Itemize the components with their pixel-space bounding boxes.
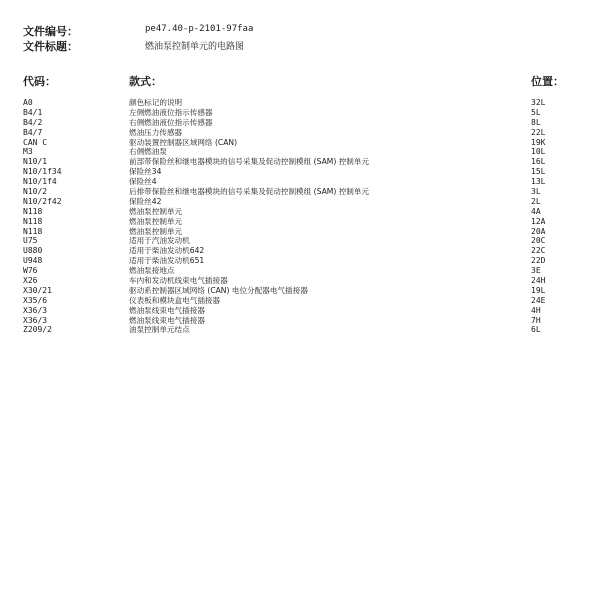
row-description: 燃油压力传感器 bbox=[129, 127, 183, 137]
doc-title-label: 文件标题： bbox=[23, 40, 78, 53]
row-position: 7H bbox=[531, 315, 541, 325]
row-code: M3 bbox=[23, 147, 33, 157]
row-description: 车内和发动机线束电气插接器 bbox=[129, 276, 228, 286]
row-code: B4/7 bbox=[23, 127, 43, 137]
row-description: 驱动装置控制器区域网络 (CAN) bbox=[129, 137, 238, 147]
row-position: 20A bbox=[531, 226, 546, 236]
row-description: 保险丝34 bbox=[129, 167, 162, 177]
table-row bbox=[0, 197, 601, 207]
legend-table bbox=[0, 98, 601, 335]
row-description: 适用于汽油发动机 bbox=[129, 236, 190, 246]
row-description: 后排带保险丝和继电器模块的信号采集及促动控制模组 (SAM) 控制单元 bbox=[129, 187, 370, 197]
table-row bbox=[0, 187, 601, 197]
row-position: 8L bbox=[531, 117, 541, 127]
row-description: 右侧燃油液位指示传感器 bbox=[129, 117, 213, 127]
row-code: B4/1 bbox=[23, 107, 43, 117]
table-row bbox=[0, 207, 601, 217]
row-position: 12A bbox=[531, 216, 546, 226]
row-position: 19K bbox=[531, 137, 546, 147]
row-position: 32L bbox=[531, 98, 546, 107]
row-position: 2L bbox=[531, 196, 541, 206]
row-description: 适用于柴油发动机651 bbox=[129, 256, 205, 266]
row-code: N10/1f34 bbox=[23, 167, 62, 177]
table-row bbox=[0, 306, 601, 316]
row-description: 燃油泵线束电气插接器 bbox=[129, 315, 205, 325]
row-code: W76 bbox=[23, 266, 38, 276]
row-position: 4H bbox=[531, 305, 541, 315]
row-code: U75 bbox=[23, 236, 38, 246]
row-description: 适用于柴油发动机642 bbox=[129, 246, 205, 256]
table-row bbox=[0, 98, 601, 108]
table-row bbox=[0, 316, 601, 326]
table-row bbox=[0, 128, 601, 138]
table-row bbox=[0, 266, 601, 276]
doc-title-value: 燃油泵控制单元的电路图 bbox=[145, 42, 245, 52]
table-row bbox=[0, 167, 601, 177]
table-row bbox=[0, 177, 601, 187]
row-position: 6L bbox=[531, 325, 541, 335]
row-position: 24E bbox=[531, 295, 546, 305]
row-description: 驱动系控制器区域网络 (CAN) 电位分配器电气插接器 bbox=[129, 285, 308, 295]
row-code: U948 bbox=[23, 256, 43, 266]
row-description: 颜色标记的说明 bbox=[129, 98, 183, 107]
row-description: 仪表板和模块盒电气插接器 bbox=[129, 295, 221, 305]
row-code: X36/3 bbox=[23, 315, 48, 325]
table-row bbox=[0, 296, 601, 306]
row-description: 右侧燃油泵 bbox=[129, 147, 167, 157]
doc-number-value: pe47.40-p-2101-97faa bbox=[145, 24, 254, 34]
row-position: 3E bbox=[531, 266, 541, 276]
row-position: 22L bbox=[531, 127, 546, 137]
table-row bbox=[0, 157, 601, 167]
row-position: 15L bbox=[531, 167, 546, 177]
row-position: 3L bbox=[531, 187, 541, 197]
table-row bbox=[0, 138, 601, 148]
row-code: N118 bbox=[23, 216, 43, 226]
row-code: X36/3 bbox=[23, 305, 48, 315]
row-description: 燃油泵线束电气插接器 bbox=[129, 305, 205, 315]
row-description: 燃油泵控制单元 bbox=[129, 216, 183, 226]
row-code: N10/2 bbox=[23, 187, 48, 197]
table-row bbox=[0, 227, 601, 237]
row-description: 保险丝4 bbox=[129, 177, 157, 187]
row-code: N10/1f4 bbox=[23, 177, 57, 187]
row-position: 19L bbox=[531, 285, 546, 295]
table-row bbox=[0, 236, 601, 246]
row-code: X30/21 bbox=[23, 285, 52, 295]
row-description: 燃油泵接地点 bbox=[129, 266, 175, 276]
row-code: N118 bbox=[23, 206, 43, 216]
table-row bbox=[0, 118, 601, 128]
row-code: B4/2 bbox=[23, 117, 43, 127]
row-position: 24H bbox=[531, 276, 546, 286]
row-description: 燃油泵控制单元 bbox=[129, 226, 183, 236]
table-row bbox=[0, 108, 601, 118]
table-row bbox=[0, 325, 601, 335]
column-header-desc: 款式： bbox=[129, 75, 162, 88]
row-code: N10/1 bbox=[23, 157, 48, 167]
table-row bbox=[0, 286, 601, 296]
row-description: 左侧燃油液位指示传感器 bbox=[129, 107, 213, 117]
row-description: 前部带保险丝和继电器模块的信号采集及促动控制模组 (SAM) 控制单元 bbox=[129, 157, 370, 167]
row-code: U880 bbox=[23, 246, 43, 256]
row-description: 油泵控制单元结点 bbox=[129, 325, 190, 335]
doc-number-label: 文件编号： bbox=[23, 25, 78, 38]
row-code: A0 bbox=[23, 98, 33, 107]
row-position: 22C bbox=[531, 246, 546, 256]
column-header-code: 代码： bbox=[23, 75, 56, 88]
row-position: 22D bbox=[531, 256, 546, 266]
row-position: 16L bbox=[531, 157, 546, 167]
row-code: X35/6 bbox=[23, 295, 48, 305]
table-row bbox=[0, 256, 601, 266]
column-header-pos: 位置： bbox=[531, 75, 564, 88]
row-code: Z209/2 bbox=[23, 325, 52, 335]
row-position: 10L bbox=[531, 147, 546, 157]
row-position: 13L bbox=[531, 177, 546, 187]
row-code: N118 bbox=[23, 226, 43, 236]
row-code: X26 bbox=[23, 276, 38, 286]
row-position: 20C bbox=[531, 236, 546, 246]
table-row bbox=[0, 246, 601, 256]
table-row bbox=[0, 276, 601, 286]
row-code: CAN C bbox=[23, 137, 48, 147]
row-position: 4A bbox=[531, 206, 541, 216]
row-description: 燃油泵控制单元 bbox=[129, 206, 183, 216]
row-description: 保险丝42 bbox=[129, 196, 162, 206]
table-row bbox=[0, 217, 601, 227]
row-position: 5L bbox=[531, 107, 541, 117]
row-code: N10/2f42 bbox=[23, 196, 62, 206]
table-row bbox=[0, 147, 601, 157]
